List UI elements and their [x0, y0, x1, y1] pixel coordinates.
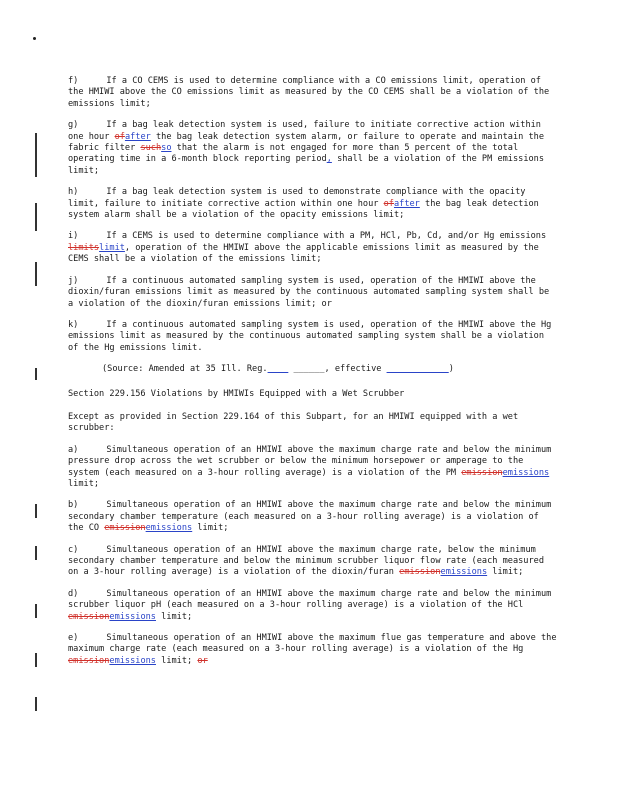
change-bar: [35, 504, 37, 518]
scan-speck: [33, 37, 36, 40]
item-d: d) Simultaneous operation of an HMIWI above the maximum charge rate and below the minimum scrubber liquor pH (each measured on a 3-hour rolling average) is a violation of the HCl emissionemissions limit;: [68, 588, 552, 622]
inserted-text: limit: [99, 242, 125, 253]
change-bar: [35, 203, 37, 231]
blank-field: ______: [288, 364, 325, 375]
inserted-text: emissions: [502, 467, 550, 478]
change-bar: [35, 262, 37, 286]
paragraph-i: i) If a CEMS is used to determine compliance with a PM, HCl, Pb, Cd, and/or Hg emissions limitslimit, operation of the HMIWI above the applicable emissions limit as measured by the CEMS shall be a violation of the emissions limit;: [68, 231, 547, 265]
blank-field: ____________: [386, 364, 449, 375]
change-bar: [35, 133, 37, 177]
change-bar: [35, 604, 37, 618]
item-e: e) Simultaneous operation of an HMIWI above the maximum flue gas temperature and above the maximum charge rate (each measured on a 3-hour rolling average) is a violation of the Hg emissionemissions limit; or: [68, 633, 557, 666]
paragraph-j: j) If a continuous automated sampling system is used, operation of the HMIWI above the dioxin/furan emissions limit as measured by the continuous automated sampling system shall be a violation of the dioxin/furan emissions limit; or: [68, 275, 550, 309]
item-c: c) Simultaneous operation of an HMIWI above the maximum charge rate, below the minimum secondary chamber temperature and below the minimum scrubber liquor flow rate (each measured on a 3-hour rolling average) is a violation of the dioxin/furan emissionemissions limit;: [68, 544, 544, 578]
section-heading: Section 229.156 Violations by HMIWIs Equipped with a Wet Scrubber: [68, 388, 405, 399]
inserted-text: emissions: [109, 655, 156, 666]
inserted-text: ,: [326, 154, 332, 165]
deleted-text: emission: [68, 655, 110, 666]
source-note: (Source: Amended at 35 Ill. Reg.____ ______, effective ____________): [102, 364, 454, 375]
inserted-text: emissions: [440, 567, 488, 578]
document-page: [68, 76, 558, 677]
paragraph-h: h) If a bag leak detection system is used to demonstrate compliance with the opacity limit, failure to initiate corrective action within one hour ofafter the bag leak detection system alarm shall be a violation of the opacity emissions limit;: [68, 187, 539, 221]
item-a: a) Simultaneous operation of an HMIWI above the maximum charge rate and below the minimum pressure drop across the wet scrubber or below the minimum horsepower or amperage to the system (each measured on a 3-hour rolling average) is a violation of the PM emissionemissions limit;: [68, 444, 552, 489]
paragraph-g: g) If a bag leak detection system is used, failure to initiate corrective action within one hour ofafter the bag leak detection system alarm, or failure to operate and maintain the fabric filter suchso that the alarm is not engaged for more than 5 percent of the total operating time in a 6-month block reporting period, shall be a violation of the PM emissions limit;: [68, 120, 545, 176]
deleted-text: emission: [461, 467, 503, 478]
inserted-text: emissions: [145, 523, 193, 534]
change-bar: [35, 368, 37, 380]
deleted-text: or: [197, 655, 208, 666]
blank-field: ____: [267, 364, 289, 375]
change-bar: [35, 546, 37, 560]
change-bar: [35, 653, 37, 667]
deleted-text: such: [140, 143, 162, 154]
deleted-text: of: [114, 131, 125, 142]
deleted-text: of: [383, 198, 394, 209]
inserted-text: after: [393, 198, 420, 209]
section-intro: Except as provided in Section 229.164 of this Subpart, for an HMIWI equipped with a wet scrubber:: [68, 411, 519, 434]
inserted-text: emissions: [109, 611, 156, 622]
deleted-text: emission: [68, 611, 110, 622]
inserted-text: so: [161, 143, 172, 154]
paragraph-f: f) If a CO CEMS is used to determine compliance with a CO emissions limit, operation of the HMIWI above the CO emissions limit as measured by the CO CEMS shall be a violation of the emissions limit;: [68, 76, 550, 109]
item-b: b) Simultaneous operation of an HMIWI above the maximum charge rate and below the minimum secondary chamber temperature (each measured on a 3-hour rolling average) is a violation of the CO emissionemissions limit;: [68, 500, 552, 534]
deleted-text: emission: [104, 523, 146, 534]
deleted-text: limits: [68, 242, 100, 253]
deleted-text: emission: [399, 567, 441, 578]
inserted-text: after: [124, 131, 151, 142]
paragraph-k: k) If a continuous automated sampling system is used, operation of the HMIWI above the Hg emissions limit as measured by the continuous automated sampling system shall be a violation of the Hg emissions limit.: [68, 319, 552, 353]
change-bar: [35, 697, 37, 711]
